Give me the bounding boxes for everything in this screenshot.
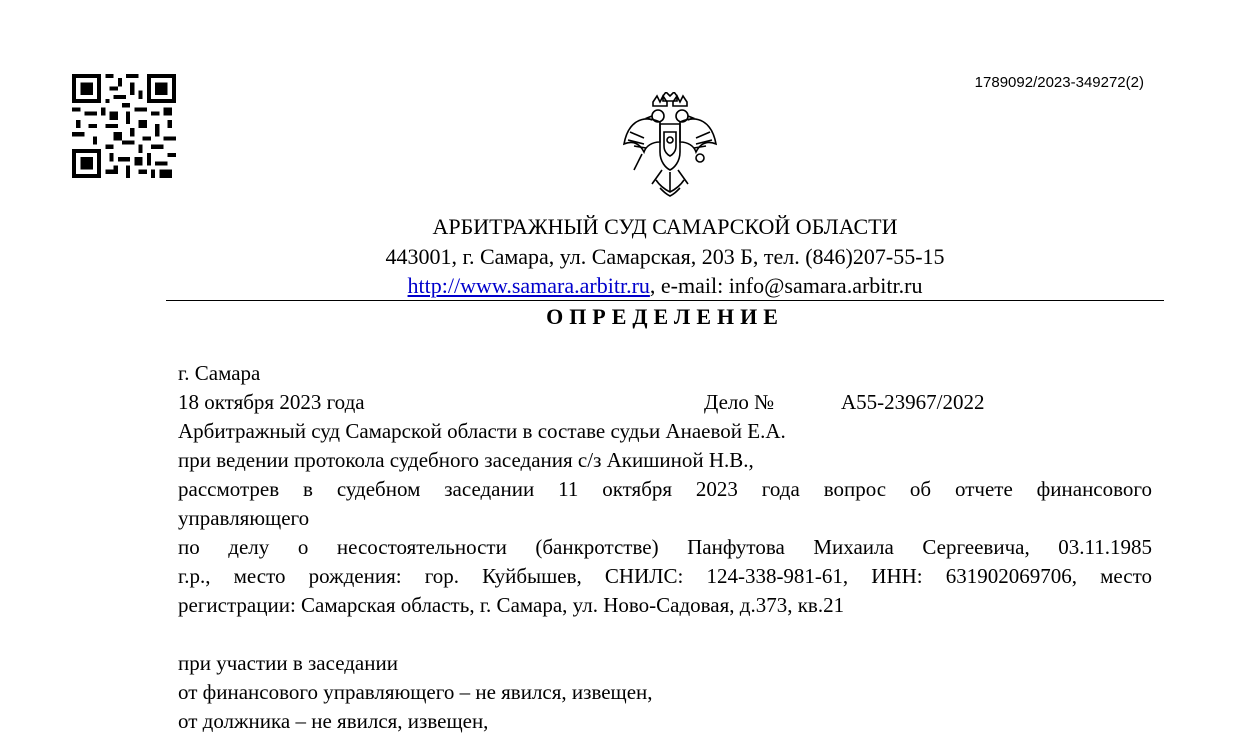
case-label: Дело № [704, 390, 775, 414]
body-line: Арбитражный суд Самарской области в составе судьи Анаевой Е.А. [178, 419, 786, 443]
coat-of-arms-icon [620, 92, 720, 198]
court-name: АРБИТРАЖНЫЙ СУД САМАРСКОЙ ОБЛАСТИ [432, 214, 898, 239]
court-contacts [166, 271, 1164, 301]
body-line: рассмотрев в судебном заседании 11 октября 2023 года вопрос об отчете финансового [178, 477, 1152, 501]
body-line: при ведении протокола судебного заседания с/з Акишиной Н.В., [178, 448, 754, 472]
city: г. Самара [178, 361, 261, 385]
body-line: от должника – не явился, извещен, [178, 709, 489, 733]
case-number: А55-23967/2022 [841, 390, 985, 414]
header-divider [166, 300, 1164, 301]
court-website-link[interactable]: http://www.samara.arbitr.ru [407, 273, 650, 298]
body-line: по делу о несостоятельности (банкротстве) Панфутова Михаила Сергеевича, 03.11.1985 [178, 535, 1152, 559]
qr-code-icon [72, 74, 176, 178]
body-line: от финансового управляющего – не явился, извещен, [178, 680, 653, 704]
date-case-row [178, 388, 1152, 417]
body-line: г.р., место рождения: гор. Куйбышев, СНИЛС: 124-338-981-61, ИНН: 631902069706, место [178, 564, 1152, 588]
body-line: регистрации: Самарская область, г. Самара, ул. Ново-Садовая, д.373, кв.21 [178, 593, 845, 617]
document-title: ОПРЕДЕЛЕНИЕ [546, 304, 784, 329]
body-line [178, 620, 1152, 649]
body-line: при участии в заседании [178, 651, 398, 675]
body-line: управляющего [178, 506, 310, 530]
court-address: 443001, г. Самара, ул. Самарская, 203 Б, тел. (846)207-55-15 [385, 244, 945, 269]
court-email: , e-mail: info@samara.arbitr.ru [649, 273, 923, 298]
document-body [178, 359, 1152, 736]
document-date: 18 октября 2023 года [178, 390, 365, 414]
document-case-id: 1789092/2023-349272(2) [974, 74, 1144, 91]
